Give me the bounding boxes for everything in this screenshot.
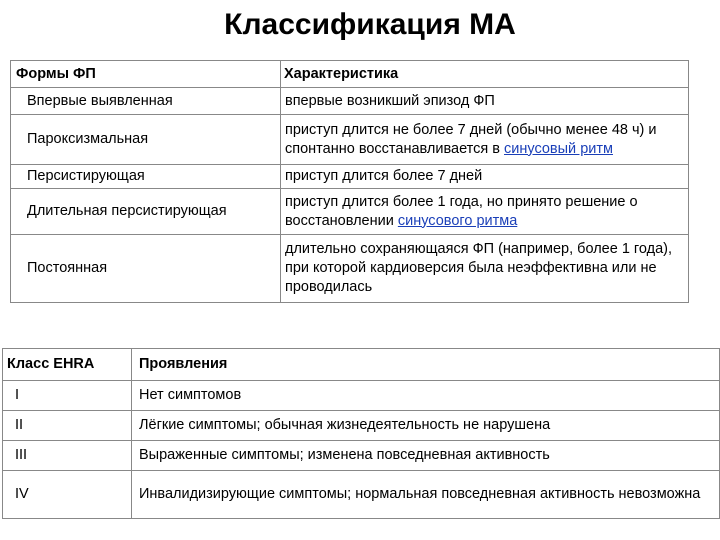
characteristic-cell: приступ длится более 7 дней [281,165,689,189]
sinus-rhythm-link[interactable]: синусовый ритм [504,140,613,157]
af-form-cell: Впервые выявленная [11,88,281,115]
table-row [11,165,689,189]
table-row [3,471,720,519]
ehra-table [2,348,720,519]
table-row [3,381,720,411]
table-row [11,88,689,115]
header-ehra-class: Класс EHRA [3,349,132,381]
table-row [11,235,689,303]
page-title: Классификация МА [224,8,516,41]
af-form-cell: Персистирующая [11,165,281,189]
ehra-class-cell: II [3,411,132,441]
af-form-cell: Длительная персистирующая [11,189,281,235]
ehra-class-cell: IV [3,471,132,519]
header-characteristic: Характеристика [281,61,689,88]
characteristic-cell [281,189,689,235]
manifestation-cell: Лёгкие симптомы; обычная жизнедеятельность не нарушена [132,411,720,441]
header-manifestations: Проявления [132,349,720,381]
table-row [11,115,689,165]
characteristic-text: приступ длится не более 7 дней (обычно менее 48 ч) и спонтанно восстанавливается в [285,121,657,157]
characteristic-cell [281,115,689,165]
table-header-row [11,61,689,88]
af-form-cell: Постоянная [11,235,281,303]
manifestation-cell: Выраженные симптомы; изменена повседневная активность [132,441,720,471]
table-row [3,411,720,441]
characteristic-cell: впервые возникший эпизод ФП [281,88,689,115]
af-form-cell: Пароксизмальная [11,115,281,165]
sinus-rhythm-link[interactable]: синусового ритма [397,212,518,229]
table-row [11,189,689,235]
table-row [3,441,720,471]
characteristic-cell: длительно сохраняющаяся ФП (например, более 1 года), при которой кардиоверсия была неэффективна или не проводилась [281,235,689,303]
header-af-form: Формы ФП [11,61,281,88]
table-header-row [3,349,720,381]
ehra-class-cell: III [3,441,132,471]
af-forms-table [10,60,689,303]
ehra-class-cell: I [3,381,132,411]
characteristic-text: приступ длится более 1 года, но принято решение о восстановлении [285,193,638,229]
manifestation-cell: Нет симптомов [132,381,720,411]
manifestation-cell: Инвалидизирующие симптомы; нормальная повседневная активность невозможна [132,471,720,519]
